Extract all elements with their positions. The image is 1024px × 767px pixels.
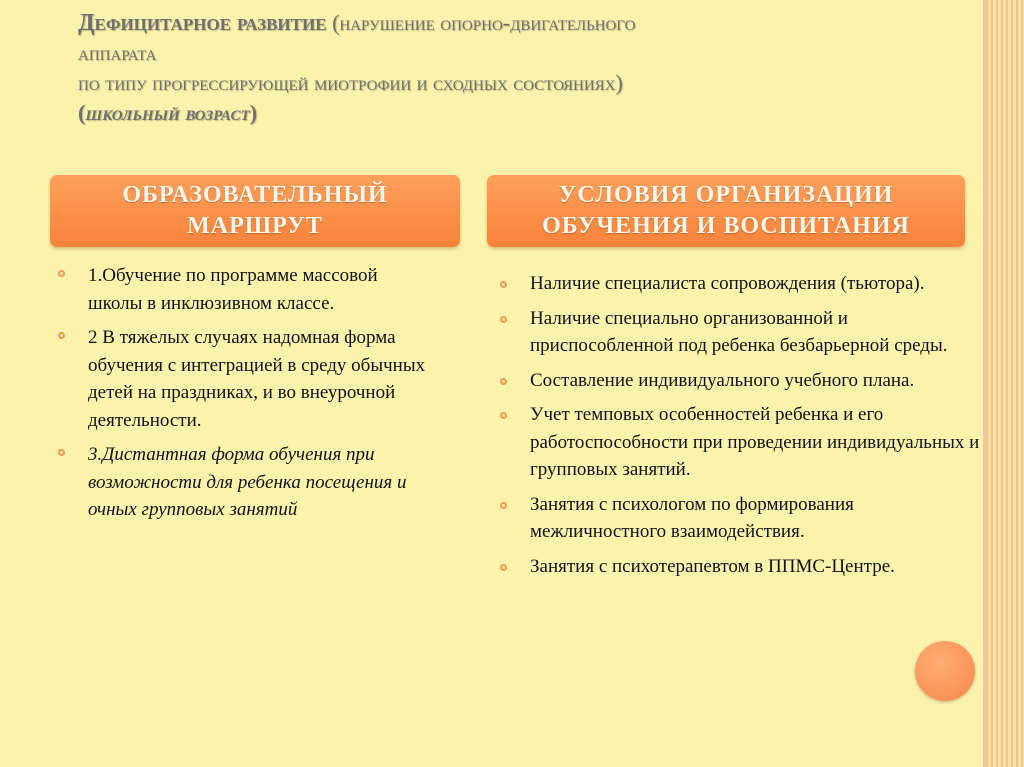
list-item-text: 3.Дистантная форма обучения при возможности для ребенка посещения и очных групповых занятий [88,444,407,520]
title-line3-text: по типу прогрессирующей миотрофии и сходных состояниях [78,70,616,95]
list-item [500,491,980,546]
bullet-circle-icon [500,412,507,419]
bullet-circle-icon [58,270,65,277]
list-item-text: 2 В тяжелых случаях надомная форма обучения с интеграцией в среду обычных детей на праздниках, и во внеурочной деятельности. [88,327,426,431]
list-item-text: Наличие специально организованной и приспособленной под ребенка безбарьерной среды. [530,307,948,356]
list-item [58,441,428,524]
title-lead: Дефицитарное развитие [78,10,327,36]
title-open-paren: ( [326,10,340,35]
title-line4-italic: школьный возраст [85,100,250,125]
list-item [500,367,980,395]
list-item [58,262,428,317]
bullet-circle-icon [58,449,65,456]
list-item [58,324,428,434]
header-right-line-2: ОБУЧЕНИЯ И ВОСПИТАНИЯ [542,213,910,239]
list-item-text: Занятия с психотерапевтом в ППМС-Центре. [530,555,895,577]
right-list [500,270,980,587]
header-educational-route [50,175,460,247]
header-conditions [487,175,965,247]
bullet-circle-icon [500,281,507,288]
list-item [500,305,980,360]
list-item [500,401,980,484]
list-item-text: Составление индивидуального учебного плана. [530,369,915,391]
title-line4-open: ( [78,100,86,125]
decorative-orange-circle [915,641,975,701]
title-line-4 [78,98,978,128]
title-line-3 [78,68,978,98]
bullet-circle-icon [500,316,507,323]
decorative-right-border [986,0,1024,767]
title-line-2: аппарата [78,40,157,65]
header-left-line-2: МАРШРУТ [187,213,323,239]
title-line3-close: ) [615,70,623,95]
title-line-1 [78,8,978,38]
slide-title [78,8,978,128]
list-item-text: 1.Обучение по программе массовой школы в инклюзивном классе. [88,265,378,314]
header-right-line-1: УСЛОВИЯ ОРГАНИЗАЦИИ [558,182,894,208]
left-list [58,262,428,531]
list-item-text: Наличие специалиста сопровождения (тьютора). [530,273,925,294]
header-left-line-1: ОБРАЗОВАТЕЛЬНЫЙ [122,182,388,208]
bullet-circle-icon [500,502,507,509]
list-item-text: Занятия с психологом по формирования межличностного взаимодействия. [530,493,854,542]
bullet-circle-icon [500,564,507,571]
list-item [500,553,980,581]
bullet-circle-icon [58,332,65,339]
title-line1-rest: нарушение опорно-двигательного [339,10,636,35]
list-item-text: Учет темповых особенностей ребенка и его работоспособности при проведении индивидуальных и групповых занятий. [530,404,980,480]
list-item [500,270,980,298]
bullet-circle-icon [500,378,507,385]
title-line4-close: ) [249,100,258,125]
